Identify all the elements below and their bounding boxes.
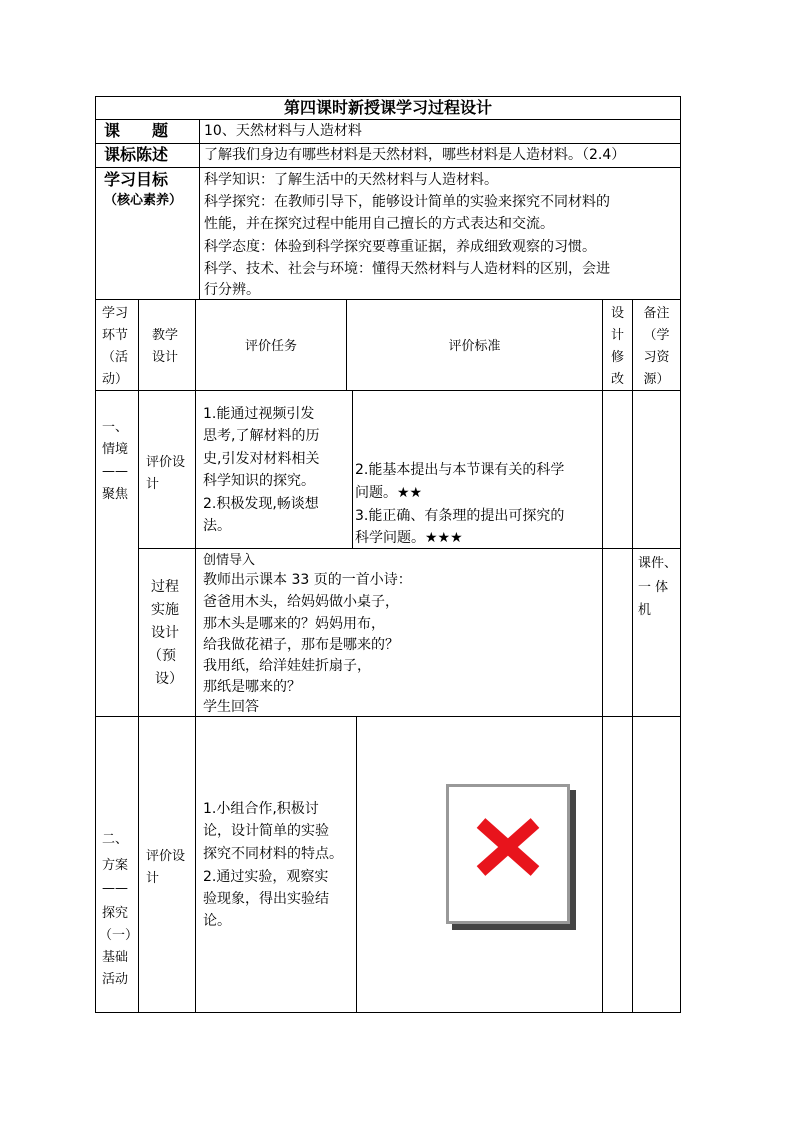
row-line — [95, 716, 681, 717]
section1-eval-design: 评价设 — [146, 455, 186, 470]
section2-task-line: 2.通过实验，观察实 — [203, 869, 329, 885]
process-label: （预 — [148, 648, 176, 664]
goals-sublabel: （核心素养） — [104, 193, 183, 208]
section2-task-line: 1.小组合作,积极讨 — [203, 801, 319, 817]
section2-stage: 探究 — [102, 906, 129, 921]
section1-notes: 一 体 — [638, 580, 669, 595]
section1-task-line: 1.能通过视频引发 — [203, 406, 315, 422]
section2-stage: 方案 — [102, 858, 129, 873]
row-line — [95, 390, 681, 391]
header-revise: 修 — [610, 350, 624, 365]
section1-notes: 机 — [638, 603, 652, 618]
col-line — [138, 716, 139, 1012]
section1-task-line: 史,引发对材料相关 — [203, 451, 320, 467]
process-label: 设计 — [151, 625, 179, 641]
topic-label: 课 题 — [104, 121, 169, 140]
goals-line: 科学、技术、社会与环境：懂得天然材料与人造材料的区别，会进 — [204, 261, 610, 277]
section1-criteria-line: 3.能正确、有条理的提出可探究的 — [355, 508, 565, 524]
section2-eval-design: 评价设 — [146, 849, 186, 864]
section2-task-line: 论。 — [203, 913, 231, 929]
section2-task-line: 探究不同材料的特点。 — [203, 846, 343, 862]
process-label: 设） — [155, 671, 183, 687]
col-line — [199, 119, 200, 299]
process-line: 教师出示课本 33 页的一首小诗： — [203, 572, 412, 588]
process-line: 学生回答 — [203, 699, 259, 715]
section1-criteria-line: 2.能基本提出与本节课有关的科学 — [355, 462, 565, 478]
topic-value: 10、天然材料与人造材料 — [204, 123, 362, 139]
section1-task-line: 科学知识的探究。 — [203, 473, 315, 489]
row-line — [95, 167, 681, 168]
row-line — [95, 299, 681, 300]
section1-stage: —— — [102, 464, 128, 479]
col-line — [632, 299, 633, 1012]
section1-stage: 一、 — [102, 420, 129, 435]
process-label: 实施 — [151, 602, 179, 618]
section2-stage: —— — [102, 881, 128, 896]
process-line: 那纸是哪来的？ — [203, 679, 301, 695]
section1-task-line: 2.积极发现,畅谈想 — [203, 496, 319, 512]
section2-stage: 二、 — [102, 832, 129, 847]
header-design: 教学 — [152, 328, 179, 343]
header-eval-task: 评价任务 — [244, 339, 297, 354]
section1-eval-design: 计 — [146, 477, 160, 492]
goals-line: 行分辨。 — [204, 282, 260, 298]
process-line: 爸爸用木头，给妈妈做小桌子， — [203, 594, 399, 610]
col-line — [195, 299, 196, 1012]
header-notes: （学 — [643, 328, 670, 343]
header-notes: 源） — [643, 372, 670, 387]
process-line: 创情导入 — [203, 553, 256, 568]
header-design: 设计 — [152, 350, 179, 365]
section2-stage: （一） — [99, 928, 139, 943]
header-revise: 计 — [610, 328, 624, 343]
section1-stage: 聚焦 — [102, 487, 129, 502]
header-notes: 备注 — [643, 306, 670, 321]
goals-line: 性能，并在探究过程中能用自己擅长的方式表达和交流。 — [204, 216, 554, 232]
table-border-left — [95, 96, 96, 1013]
standard-value: 了解我们身边有哪些材料是天然材料，哪些材料是人造材料。（2.4） — [204, 147, 626, 163]
section1-criteria-line: 问题。★★ — [355, 485, 423, 501]
section1-task-line: 法。 — [203, 518, 231, 534]
header-notes: 习资 — [643, 350, 670, 365]
goals-label: 学习目标 — [104, 170, 169, 189]
col-line — [138, 299, 139, 716]
header-eval-criteria: 评价标准 — [448, 339, 501, 354]
header-stage: 环节 — [102, 328, 129, 343]
col-line — [602, 299, 603, 1012]
row-line — [95, 143, 681, 144]
section1-notes: 课件、 — [638, 556, 678, 571]
header-revise: 改 — [610, 372, 624, 387]
header-stage: 学习 — [102, 306, 129, 321]
goals-line: 科学态度：体验到科学探究要尊重证据，养成细致观察的习惯。 — [204, 239, 596, 255]
section2-task-line: 论，设计简单的实验 — [203, 823, 329, 839]
row-line — [95, 119, 681, 120]
table-border-bottom — [95, 1012, 681, 1013]
goals-line: 科学探究：在教师引导下，能够设计简单的实验来探究不同材料的 — [204, 194, 610, 210]
header-revise: 设 — [610, 306, 624, 321]
process-line: 那木头是哪来的？妈妈用布， — [203, 616, 385, 632]
process-label: 过程 — [151, 579, 179, 595]
section1-stage: 情境 — [102, 442, 129, 457]
goals-line: 科学知识：了解生活中的天然材料与人造材料。 — [204, 172, 498, 188]
section2-task-line: 验现象，得出实验结 — [203, 891, 329, 907]
col-line — [352, 390, 353, 548]
section2-stage: 基础 — [102, 950, 129, 965]
section2-eval-design: 计 — [146, 871, 160, 886]
section2-stage: 活动 — [102, 972, 129, 987]
section1-task-line: 思考,了解材料的历 — [203, 428, 320, 444]
header-stage: 动） — [102, 372, 129, 387]
broken-image-icon — [446, 784, 570, 924]
standard-label: 课标陈述 — [104, 145, 169, 164]
section1-criteria-line: 科学问题。★★★ — [355, 530, 463, 546]
process-line: 给我做花裙子，那布是哪来的？ — [203, 637, 399, 653]
header-stage: （活 — [102, 350, 129, 365]
col-line — [356, 716, 357, 1012]
process-line: 我用纸，给洋娃娃折扇子， — [203, 658, 371, 674]
page-title: 第四课时新授课学习过程设计 — [283, 98, 492, 117]
table-border-right — [680, 96, 681, 1013]
